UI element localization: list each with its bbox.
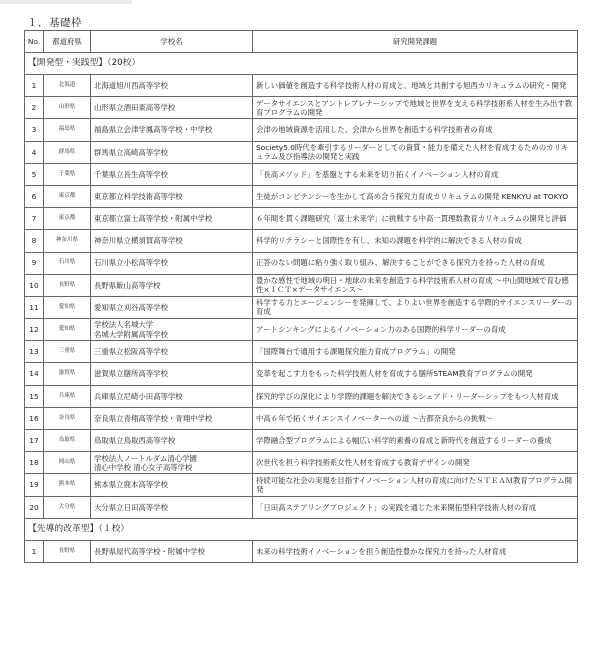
table-row (25, 540, 578, 562)
row-school (91, 252, 253, 274)
school-name-line: 石川県立小松高等学校 (94, 258, 168, 268)
row-prefecture: 千葉県 (44, 163, 91, 185)
row-prefecture: 兵庫県 (44, 385, 91, 407)
school-name-line: 東京都立富士高等学校・附属中学校 (94, 214, 213, 224)
row-number: 15 (25, 385, 44, 407)
row-prefecture: 東京都 (44, 208, 91, 230)
school-name-line: 大分県立日田高等学校 (94, 502, 168, 512)
row-school (91, 230, 253, 252)
school-name-line: 千葉県立長生高等学校 (94, 169, 168, 179)
row-school (91, 363, 253, 385)
school-name-line: 群馬県立高崎高等学校 (94, 147, 168, 157)
row-school (91, 296, 253, 318)
row-prefecture: 神奈川県 (44, 230, 91, 252)
section-title: 【先導的改革型】（１校） (25, 518, 578, 540)
table-row (25, 163, 578, 185)
row-number: 10 (25, 274, 44, 296)
table-row (25, 363, 578, 385)
row-number: 4 (25, 141, 44, 163)
table-row (25, 141, 578, 163)
row-school (91, 341, 253, 363)
row-number: 1 (25, 75, 44, 97)
row-topic: 新しい価値を創造する科学技術人材の育成と、地域と共創する旭西カリキュラムの研究・開発 (253, 75, 578, 97)
school-name-line: 兵庫県立尼崎小田高等学校 (94, 391, 183, 401)
row-topic: 探究的学びの深化により学際的課題を解決できるシェアド・リーダーシップをもつ人材育成 (253, 385, 578, 407)
row-school (91, 97, 253, 119)
school-table (24, 30, 578, 563)
row-prefecture: 福島県 (44, 119, 91, 141)
row-prefecture: 大分県 (44, 496, 91, 518)
row-school (91, 452, 253, 474)
table-header-row (25, 31, 578, 53)
table-row (25, 407, 578, 429)
school-name-line: 清心中学校 清心女子高等学校 (94, 462, 193, 472)
row-number: 2 (25, 97, 44, 119)
header-school: 学校名 (91, 31, 253, 53)
row-topic: 未来の科学技術イノベーションを担う創造性豊かな探究力を持った人材育成 (253, 540, 578, 562)
row-prefecture: 三重県 (44, 341, 91, 363)
school-name-line: 福島県立会津学鳳高等学校・中学校 (94, 125, 213, 135)
school-name-line: 山形県立酒田東高等学校 (94, 103, 176, 113)
row-topic: 科学する力とエージェンシーを発揮して、よりよい世界を創造する学際的サイエンスリーダーの育成 (253, 296, 578, 318)
school-name-line: 名城大学附属高等学校 (94, 329, 168, 339)
row-prefecture: 山形県 (44, 97, 91, 119)
row-number: 12 (25, 319, 44, 341)
row-prefecture: 岡山県 (44, 452, 91, 474)
row-prefecture: 滋賀県 (44, 363, 91, 385)
school-name-line: 学校法人ノートルダム清心学園 (94, 453, 197, 463)
row-topic: 学際融合型プログラムによる幅広い科学的素養の育成と新時代を創造するリーダーの養成 (253, 430, 578, 452)
school-name-line: 長野県飯山高等学校 (94, 280, 161, 290)
table-row (25, 385, 578, 407)
row-number: 5 (25, 163, 44, 185)
row-school (91, 208, 253, 230)
row-number: 1 (25, 540, 44, 562)
table-row (25, 75, 578, 97)
table-row (25, 341, 578, 363)
table-row (25, 474, 578, 496)
school-name-line: 長野県屋代高等学校・附属中学校 (94, 546, 205, 556)
row-number: 8 (25, 230, 44, 252)
school-name-line: 愛知県立刈谷高等学校 (94, 302, 168, 312)
row-number: 13 (25, 341, 44, 363)
row-school (91, 385, 253, 407)
row-number: 20 (25, 496, 44, 518)
row-prefecture: 石川県 (44, 252, 91, 274)
table-row (25, 274, 578, 296)
section-row (25, 53, 578, 75)
school-name-line: 熊本県立鹿本高等学校 (94, 480, 168, 490)
row-school (91, 496, 253, 518)
school-name-line: 鳥取県立鳥取西高等学校 (94, 435, 176, 445)
table-row (25, 119, 578, 141)
row-school (91, 75, 253, 97)
row-topic: 生徒がコンピテンシーを生かして高め合う探究力育成カリキュラムの開発 KENKYU at TOKYO (253, 185, 578, 207)
row-topic: 中高６年で拓くサイエンスイノベーターへの道 ～古都奈良からの挑戦～ (253, 407, 578, 429)
row-prefecture: 奈良県 (44, 407, 91, 429)
section-title: 【開発型・実践型】（20校） (25, 53, 578, 75)
row-school (91, 274, 253, 296)
row-prefecture: 群馬県 (44, 141, 91, 163)
row-number: 3 (25, 119, 44, 141)
row-number: 17 (25, 430, 44, 452)
row-school (91, 141, 253, 163)
row-number: 9 (25, 252, 44, 274)
section-heading: １．基礎枠 (27, 17, 82, 29)
row-topic: 変革を起こす力をもった科学技術人材を育成する膳所STEAM教育プログラムの開発 (253, 363, 578, 385)
row-topic: 会津の地域資源を活用した、会津から世界を創造する科学技術者の育成 (253, 119, 578, 141)
row-prefecture: 熊本県 (44, 474, 91, 496)
row-prefecture: 東京都 (44, 185, 91, 207)
table-row (25, 97, 578, 119)
section-row (25, 518, 578, 540)
row-topic: 「国際舞台で通用する課題探究能力育成プログラム」の開発 (253, 341, 578, 363)
row-topic: 「長高メソッド」を基盤とする未来を切り拓くイノベーション人材の育成 (253, 163, 578, 185)
row-prefecture: 北海道 (44, 75, 91, 97)
row-school (91, 163, 253, 185)
header-topic: 研究開発課題 (253, 31, 578, 53)
row-topic: 科学的リテラシーと国際性を有し、未知の課題を科学的に解決できる人材の育成 (253, 230, 578, 252)
table-row (25, 296, 578, 318)
row-number: 16 (25, 407, 44, 429)
school-name-line: 東京都立科学技術高等学校 (94, 191, 183, 201)
row-school (91, 407, 253, 429)
header-no: No. (25, 31, 44, 53)
row-topic: 持続可能な社会の実現を目指すイノベーション人材の育成に向けたＳＴＥＡＭ教育プログラム開発 (253, 474, 578, 496)
row-school (91, 430, 253, 452)
row-school (91, 185, 253, 207)
row-number: 11 (25, 296, 44, 318)
table-row (25, 430, 578, 452)
table-row (25, 319, 578, 341)
row-number: 18 (25, 452, 44, 474)
row-topic: Society5.0時代を牽引するリーダーとしての資質・能力を備えた人材を育成するためのカリキュラム及び指導法の開発と実践 (253, 141, 578, 163)
row-topic: 「日田高ステアリングプロジェクト」の実践を通じた未来開拓型科学技術人材の育成 (253, 496, 578, 518)
row-school (91, 119, 253, 141)
school-name-line: 北海道旭川西高等学校 (94, 80, 168, 90)
table-row (25, 252, 578, 274)
row-number: 19 (25, 474, 44, 496)
school-name-line: 学校法人名城大学 (94, 320, 154, 330)
header-prefecture: 都道府県 (44, 31, 91, 53)
table-row (25, 452, 578, 474)
row-topic: 次世代を担う科学技術系女性人材を育成する教育デザインの開発 (253, 452, 578, 474)
school-name-line: 神奈川県立横須賀高等学校 (94, 236, 183, 246)
row-topic: 正答のない問題に粘り強く取り組み、解決することができる探究力を持った人材の育成 (253, 252, 578, 274)
table-row (25, 208, 578, 230)
row-number: 6 (25, 185, 44, 207)
table-row (25, 496, 578, 518)
row-number: 7 (25, 208, 44, 230)
school-name-line: 奈良県立青翔高等学校・青翔中学校 (94, 413, 213, 423)
row-number: 14 (25, 363, 44, 385)
top-gray-bar (0, 0, 132, 4)
row-topic: ６年間を貫く課題研究「富士未来学」に挑戦する中高一貫理数教育カリキュラムの開発と評価 (253, 208, 578, 230)
table-row (25, 185, 578, 207)
school-name-line: 三重県立松阪高等学校 (94, 347, 168, 357)
row-topic: 豊かな感性で地域の明日・地球の未来を創造する科学技術系人材の育成 ～中山間地域で育む感性×ＩＣＴ×データサイエンス～ (253, 274, 578, 296)
row-prefecture: 愛知県 (44, 319, 91, 341)
row-school (91, 474, 253, 496)
row-prefecture: 愛知県 (44, 296, 91, 318)
row-school (91, 540, 253, 562)
table-row (25, 230, 578, 252)
row-prefecture: 鳥取県 (44, 430, 91, 452)
row-topic: アートシンキングによるイノベーション力のある国際的科学リーダーの育成 (253, 319, 578, 341)
row-prefecture: 長野県 (44, 540, 91, 562)
school-name-line: 滋賀県立膳所高等学校 (94, 369, 168, 379)
row-school (91, 319, 253, 341)
row-topic: データサイエンスとアントレプレナーシップで地域と世界を支える科学技術系人材を生み出す教育プログラムの開発 (253, 97, 578, 119)
row-prefecture: 長野県 (44, 274, 91, 296)
